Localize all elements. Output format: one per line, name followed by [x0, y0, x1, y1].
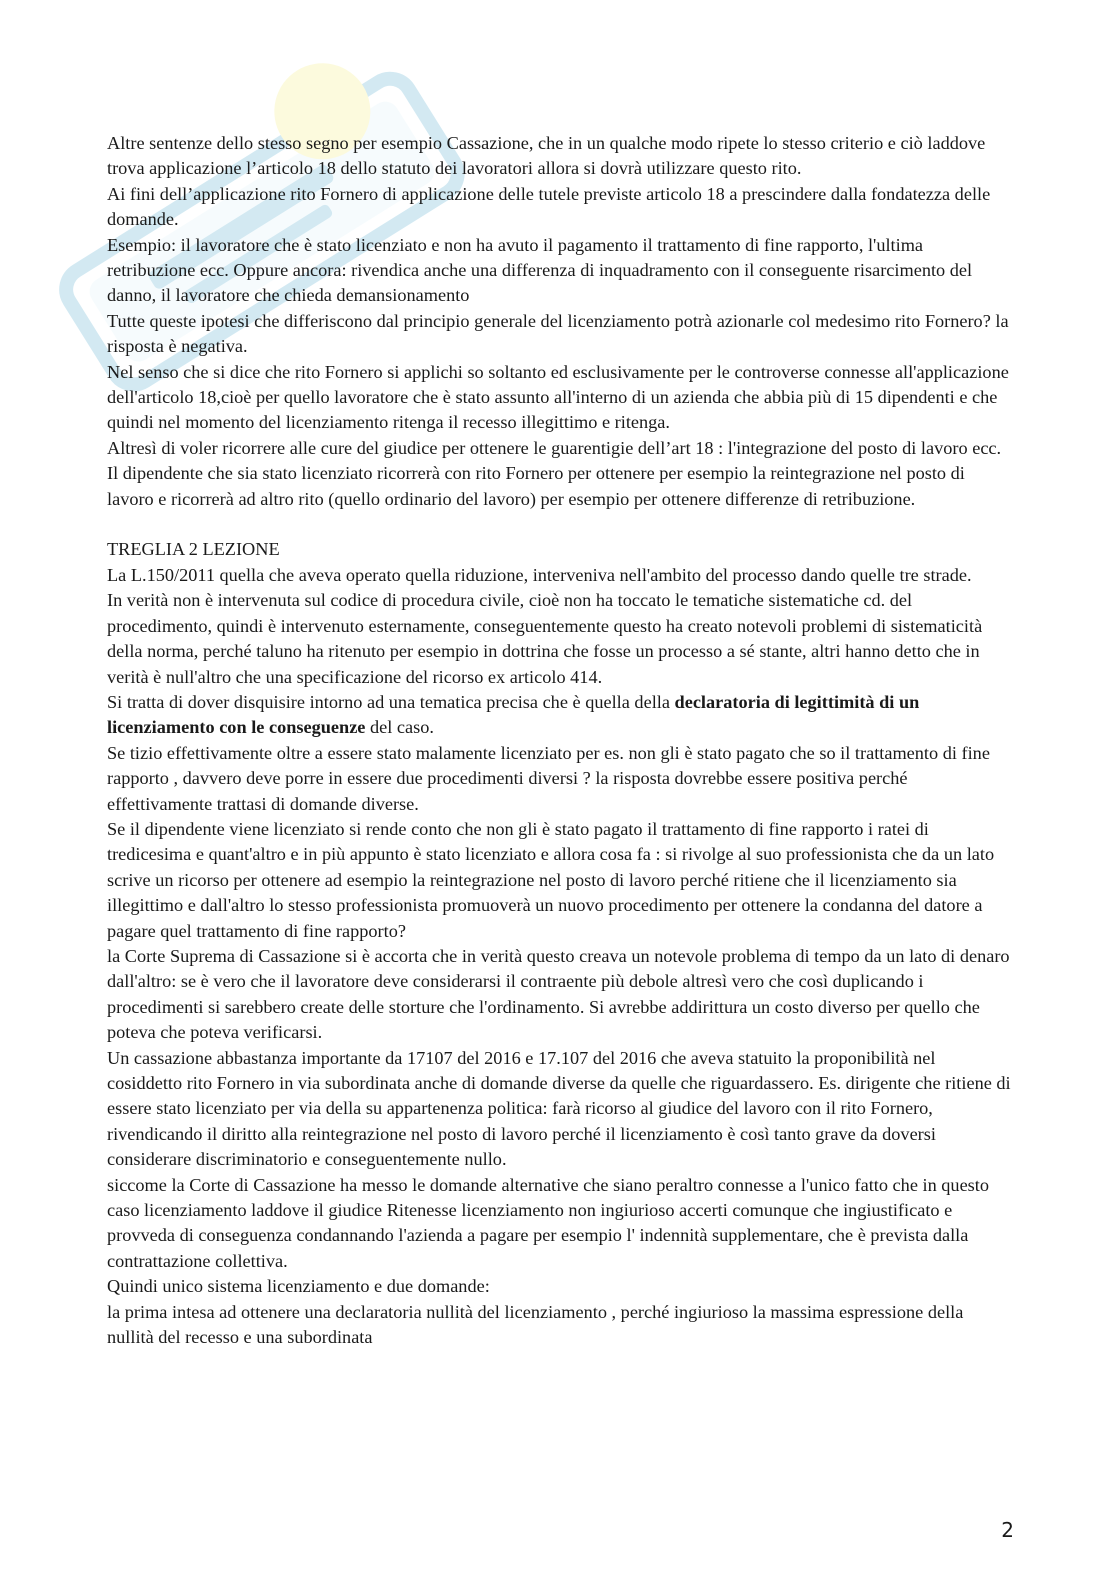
paragraph: Nel senso che si dice che rito Fornero si applichi so soltanto ed esclusivamente per le controverse connesse all'applicazione dell'articolo 18,cioè per quello lavoratore che è stato assunto all'interno di un azienda che abbia più di 15 dipendenti e che quindi nel momento del licenziamento ritenga il recesso illegittimo e ritenga.	[107, 361, 1009, 433]
paragraph: Se il dipendente viene licenziato si rende conto che non gli è stato pagato il trattamento di fine rapporto i ratei di tredicesima e quant'altro e in più appunto è stato licenziato e allora cosa fa : si rivolge al suo professionista che da un lato scrive un ricorso per ottenere ad esempio la reintegrazione nel posto di lavoro perché ritiene che il licenziamento sia illegittimo e dall'altro lo stesso professionista promuoverà un nuovo procedimento per ottenere la condanna del datore a pagare quel trattamento di fine rapporto?	[107, 818, 995, 941]
paragraph: Il dipendente che sia stato licenziato ricorrerà con rito Fornero per ottenere per esempio la reintegrazione nel posto di lavoro e ricorrerà ad altro rito (quello ordinario del lavoro) per esempio per ottenere differenze di retribuzione.	[107, 463, 965, 509]
paragraph: la prima intesa ad ottenere una declaratoria nullità del licenziamento , perché ingiurioso la massima espressione della nullità del recesso e una subordinata	[107, 1301, 964, 1348]
paragraph: Altresì di voler ricorrere alle cure del giudice per ottenere le guarentigie dell’art 18 : l'integrazione del posto di lavoro ecc.	[107, 437, 1002, 458]
paragraph-tail: del caso.	[365, 717, 434, 738]
paragraph: siccome la Corte di Cassazione ha messo le domande alternative che siano peraltro connesse a l'unico fatto che in questo caso licenziamento laddove il giudice Ritenesse licenziamento non ingiurioso accerti comunque che ingiustificato e provveda di conseguenza condannando l'azienda a pagare per esempio l' indennità supplementare, che è prevista dalla contrattazione collettiva.	[107, 1174, 990, 1271]
page-number: 2	[1001, 1518, 1014, 1542]
paragraph-lead: Si tratta di dover disquisire intorno ad una tematica precisa che è quella della	[107, 691, 675, 712]
paragraph: Esempio: il lavoratore che è stato licenziato e non ha avuto il pagamento il trattamento di fine rapporto, l'ultima retribuzione ecc. Oppure ancora: rivendica anche una differenza di inquadramento con il conseguente risarcimento del danno, il lavoratore che chieda demansionamento	[107, 234, 973, 306]
paragraph-with-bold	[107, 690, 1012, 741]
blank-line	[107, 512, 1012, 537]
page-body	[107, 131, 1012, 1350]
paragraph: Se tizio effettivamente oltre a essere stato malamente licenziato per es. non gli è stato pagato che so il trattamento di fine rapporto , davvero deve porre in essere due procedimenti diversi ? la risposta dovrebbe essere positiva perché effettivamente trattasi di domande diverse.	[107, 742, 990, 814]
paragraph: Altre sentenze dello stesso segno per esempio Cassazione, che in un qualche modo ripete lo stesso criterio e ciò laddove trova applicazione l’articolo 18 dello statuto dei lavoratori allora si dovrà utilizzare questo rito.	[107, 133, 986, 179]
paragraph: la Corte Suprema di Cassazione si è accorta che in verità questo creava un notevole problema di tempo da un lato di denaro dall'altro: se è vero che il lavoratore deve considerarsi il contraente più debole altresì vero che così duplicando i procedimenti si sarebbero create delle storture che l'ordinamento. Si avrebbe addirittura un costo diverso per quello che poteva che poteva verificarsi.	[107, 945, 1010, 1043]
paragraph: La L.150/2011 quella che aveva operato quella riduzione, interveniva nell'ambito del processo dando quelle tre strade.	[107, 564, 972, 585]
paragraph: Ai fini dell’applicazione rito Fornero di applicazione delle tutele previste articolo 18 a prescindere dalla fondatezza delle domande.	[107, 183, 991, 230]
paragraph: Tutte queste ipotesi che differiscono dal principio generale del licenziamento potrà azionarle col medesimo rito Fornero? la risposta è negativa.	[107, 310, 1009, 357]
bold-phrase: declaratoria di legittimità di un licenziamento con le conseguenze	[107, 691, 920, 738]
paragraph: In verità non è intervenuta sul codice di procedura civile, cioè non ha toccato le tematiche sistematiche cd. del procedimento, quindi è intervenuto esternamente, conseguentemente questo ha creato notevoli problemi di sistematicità della norma, perché taluno ha ritenuto per esempio in dottrina che fosse un processo a sé stante, altri hanno detto che in verità è null'altro che una specificazione del ricorso ex articolo 414.	[107, 590, 983, 687]
paragraph: Quindi unico sistema licenziamento e due domande:	[107, 1276, 490, 1297]
paragraph: Un cassazione abbastanza importante da 17107 del 2016 e 17.107 del 2016 che aveva statuito la proponibilità nel cosiddetto rito Fornero in via subordinata anche di domande diverse da quelle che riguardassero. Es. dirigente che ritiene di essere stato licenziato per via della su appartenenza politica: farà ricorso al giudice del lavoro con il rito Fornero, rivendicando il diritto alla reintegrazione nel posto di lavoro perché il licenziamento è così tanto grave da doversi considerare discriminatorio e conseguentemente nullo.	[107, 1047, 1011, 1170]
section-title: TREGLIA 2 LEZIONE	[107, 539, 280, 560]
